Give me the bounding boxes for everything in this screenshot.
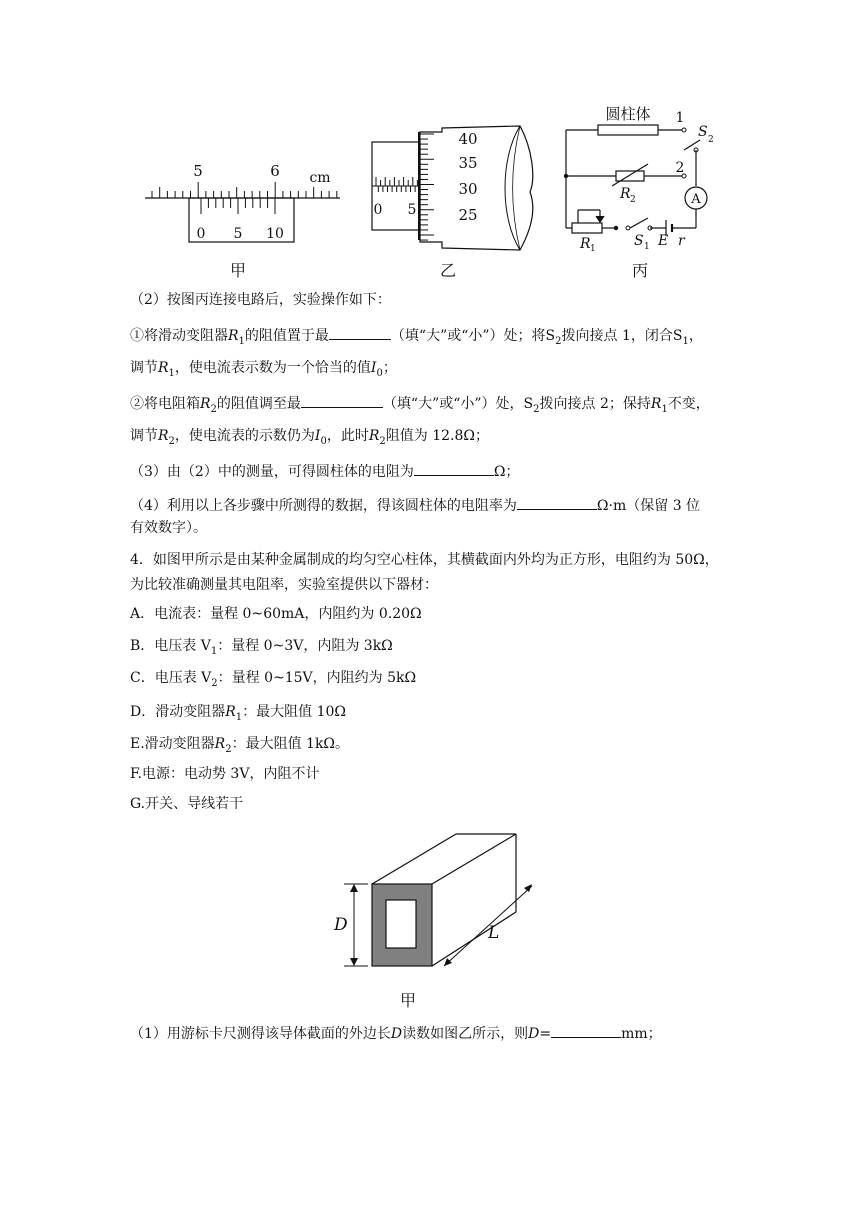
q4-item-f: F.电源：电动势 3V，内阻不计 [130,766,320,782]
hollow-block-figure [326,826,536,976]
answer-blank-resistance[interactable] [414,460,494,476]
circuit-label-e: E [658,233,669,249]
q3-part3: （3）由（2）中的测量，可得圆柱体的电阻为 Ω； [130,460,519,482]
thimble-label-25: 25 [458,206,478,224]
circuit-label-s1-sub: 1 [644,242,650,252]
q4-item-e: E.滑动变阻器$R_2$：最大阻值 1kΩ。 [130,736,350,755]
vernier-label-10: 10 [266,226,284,242]
ruler-label-6: 6 [270,162,280,180]
answer-blank-step2[interactable] [301,392,383,408]
thimble-label-35: 35 [458,154,478,172]
ruler-label-5: 5 [193,162,203,180]
thimble-label-40: 40 [458,130,478,148]
q3-part2-title: （2）按图丙连接电路后，实验操作如下： [130,292,391,308]
thimble-label-30: 30 [458,180,478,198]
q3-part4-line2: 有效数字）。 [130,520,207,536]
vernier-ruler-figure [140,160,350,250]
q4-part1: （1）用游标卡尺测得该导体截面的外边长D读数如图乙所示，则D= mm； [130,1022,662,1044]
figure-caption-bing: 丙 [631,261,648,280]
q4-item-c: C．电压表 $V_2$：量程 0~15V，内阻约为 5kΩ [130,670,417,689]
circuit-label-s1: S [634,233,644,249]
circuit-figure [558,100,728,252]
q3-step2-line2: 调节$R_2$，使电流表的示数仍为$I_0$，此时$R_2$阻值为 12.8Ω； [130,428,489,447]
block-label-l: L [488,923,500,943]
answer-blank-resistivity[interactable] [517,494,597,510]
circuit-label-r2-sub: 2 [630,195,636,205]
answer-blank-d[interactable] [551,1022,621,1038]
q4-item-g: G.开关、导线若干 [130,796,244,812]
circuit-label-r1: R [580,236,591,252]
q4-intro-line2: 为比较准确测量其电阻率，实验室提供以下器材： [130,577,438,593]
q4-item-a: A．电流表：量程 0~60mA，内阻约为 0.20Ω [130,606,422,622]
figure-caption-yi: 乙 [439,261,456,280]
micrometer-figure [360,118,550,258]
answer-blank-step1[interactable] [329,324,391,340]
sleeve-label-5: 5 [407,202,417,218]
ammeter-label: A [691,192,701,207]
figure-caption-jia: 甲 [229,261,246,280]
ruler-unit: cm [309,170,331,186]
vernier-label-5: 5 [233,226,243,242]
q3-part4-line1: （4）利用以上各步骤中所测得的数据，得该圆柱体的电阻率为 Ω·m（保留 3 位 [130,494,700,516]
q4-item-b: B．电压表 $V_1$：量程 0~3V，内阻为 3kΩ [130,638,393,657]
circuit-label-s2: S [698,124,708,140]
block-label-d: D [334,915,348,935]
circuit-label-cylinder: 圆柱体 [605,105,651,123]
q4-intro-line1: 4．如图甲所示是由某种金属制成的均匀空心柱体，其横截面内外均为正方形，电阻约为 50Ω， [130,552,719,568]
circuit-label-2: 2 [675,160,685,176]
q3-step1-line2: 调节$R_1$，使电流表示数为一个恰当的值$I_0$； [130,360,397,379]
sleeve-label-0: 0 [373,202,383,218]
circuit-label-r1-sub: 1 [590,244,596,252]
q4-item-d: D．滑动变阻器$R_1$：最大阻值 10Ω [130,704,347,723]
circuit-label-1: 1 [675,110,685,126]
vernier-label-0: 0 [196,226,206,242]
circuit-label-r2: R [620,186,631,202]
q3-step2-line1: ②将电阻箱$R_2$的阻值调至最 （填“大”或“小”）处，$S_2$拨向接点 2；保持$R_1$不变， [130,392,710,420]
q3-step1-line1: ①将滑动变阻器$R_1$的阻值置于最 （填“大”或“小”）处；将$S_2$拨向接点 1，闭合$S_1$， [130,324,703,352]
figure-caption-block: 甲 [399,991,416,1010]
circuit-label-s2-sub: 2 [708,135,714,145]
circuit-label-r: r [678,233,685,249]
